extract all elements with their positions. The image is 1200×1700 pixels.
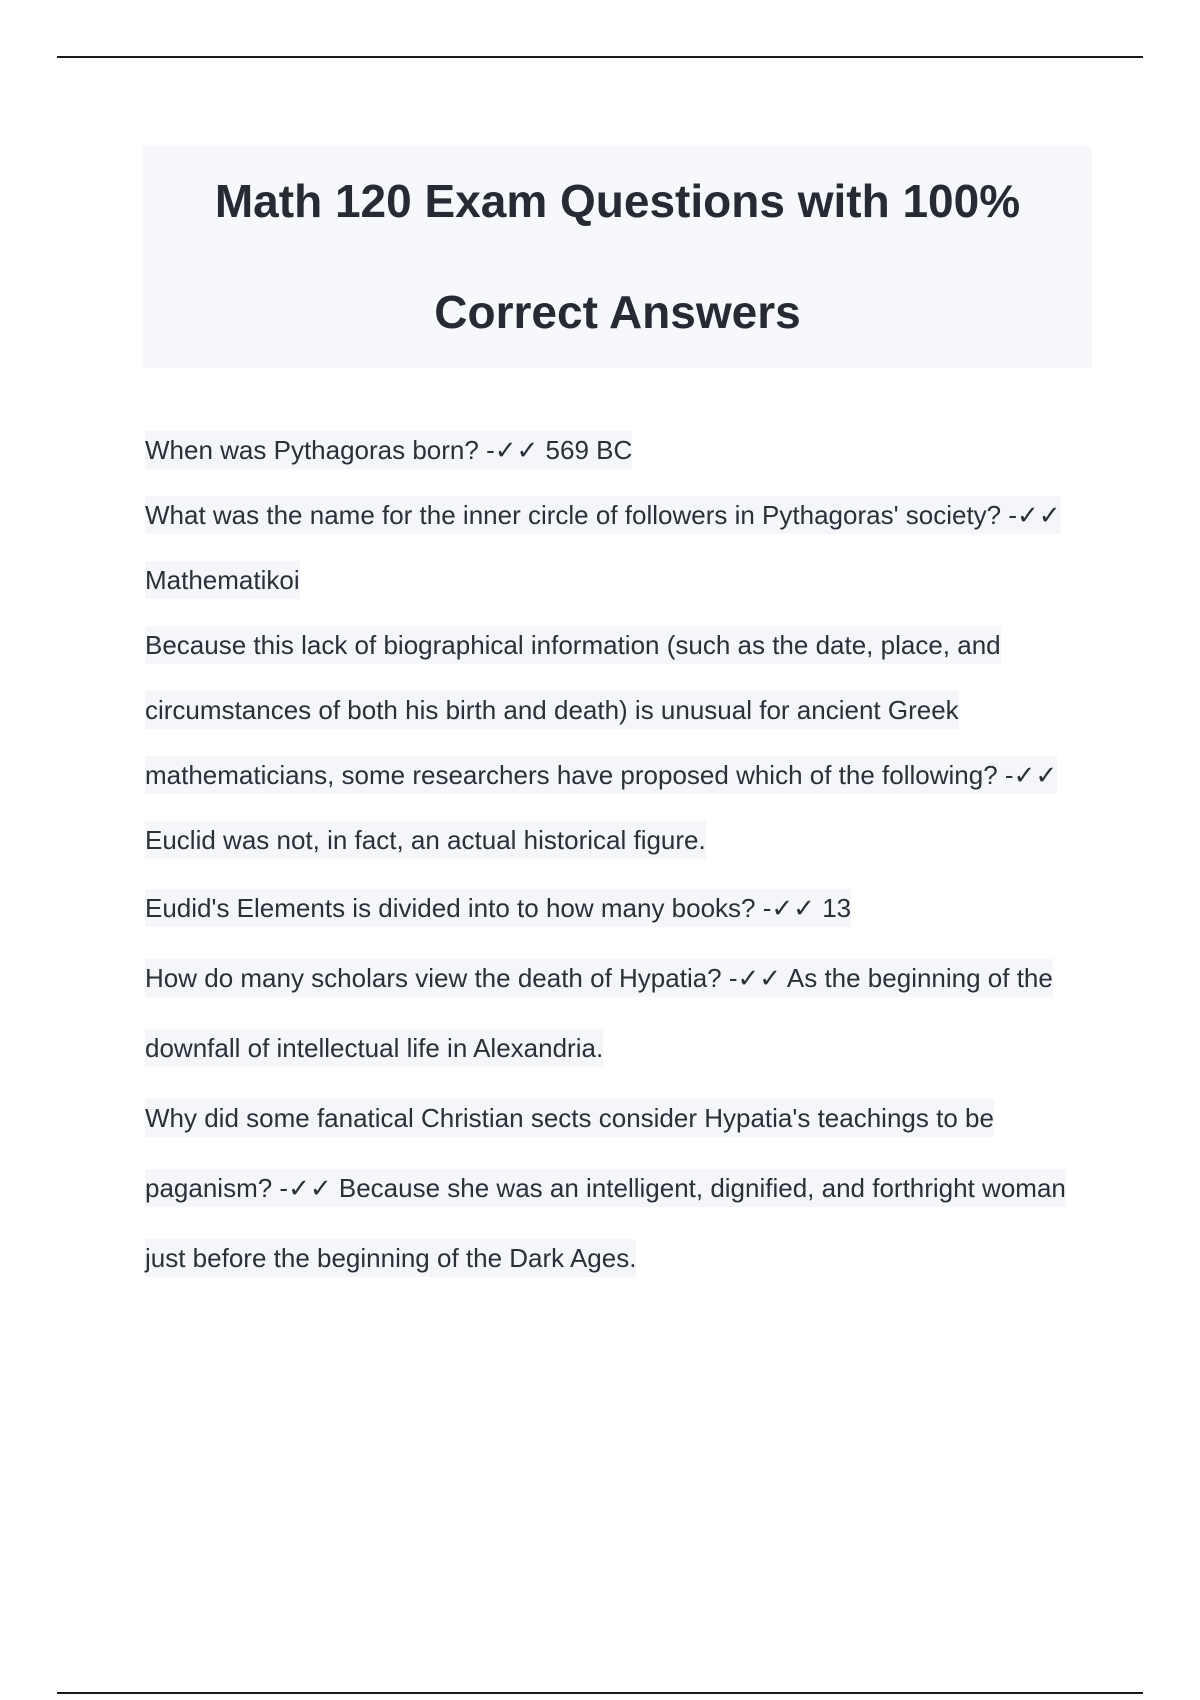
qa-text: Because this lack of biographical information (such as the date, place, and circumstances of both his birth and death) is unusual for ancient Greek mathematicians, some researchers have proposed which of the following? -✓✓ Euclid was not, in fact, an actual historical figure. bbox=[145, 626, 1057, 859]
qa-text: Why did some fanatical Christian sects consider Hypatia's teachings to be paganism? -✓✓ Because she was an intelligent, dignified, and forthright woman just before the beginning of the Dark Ages. bbox=[145, 1099, 1066, 1277]
title-line-1: Math 120 Exam Questions with 100% bbox=[214, 175, 1021, 227]
qa-item bbox=[145, 613, 1095, 873]
qa-text: How do many scholars view the death of Hypatia? -✓✓ As the beginning of the downfall of intellectual life in Alexandria. bbox=[145, 959, 1053, 1067]
qa-list bbox=[145, 418, 1095, 1293]
qa-item bbox=[145, 1083, 1095, 1293]
qa-item bbox=[145, 873, 1095, 943]
qa-text: What was the name for the inner circle of followers in Pythagoras' society? -✓✓ Mathematikoi bbox=[145, 496, 1061, 599]
bottom-rule bbox=[57, 1692, 1143, 1694]
qa-item bbox=[145, 943, 1095, 1083]
title-block bbox=[143, 146, 1092, 368]
qa-item bbox=[145, 483, 1095, 613]
document-title bbox=[143, 146, 1092, 368]
qa-text: Eudid's Elements is divided into to how many books? -✓✓ 13 bbox=[145, 889, 851, 927]
qa-item bbox=[145, 418, 1095, 483]
qa-text: When was Pythagoras born? -✓✓ 569 BC bbox=[145, 431, 632, 469]
top-rule bbox=[57, 56, 1143, 58]
title-line-2: Correct Answers bbox=[434, 286, 801, 338]
